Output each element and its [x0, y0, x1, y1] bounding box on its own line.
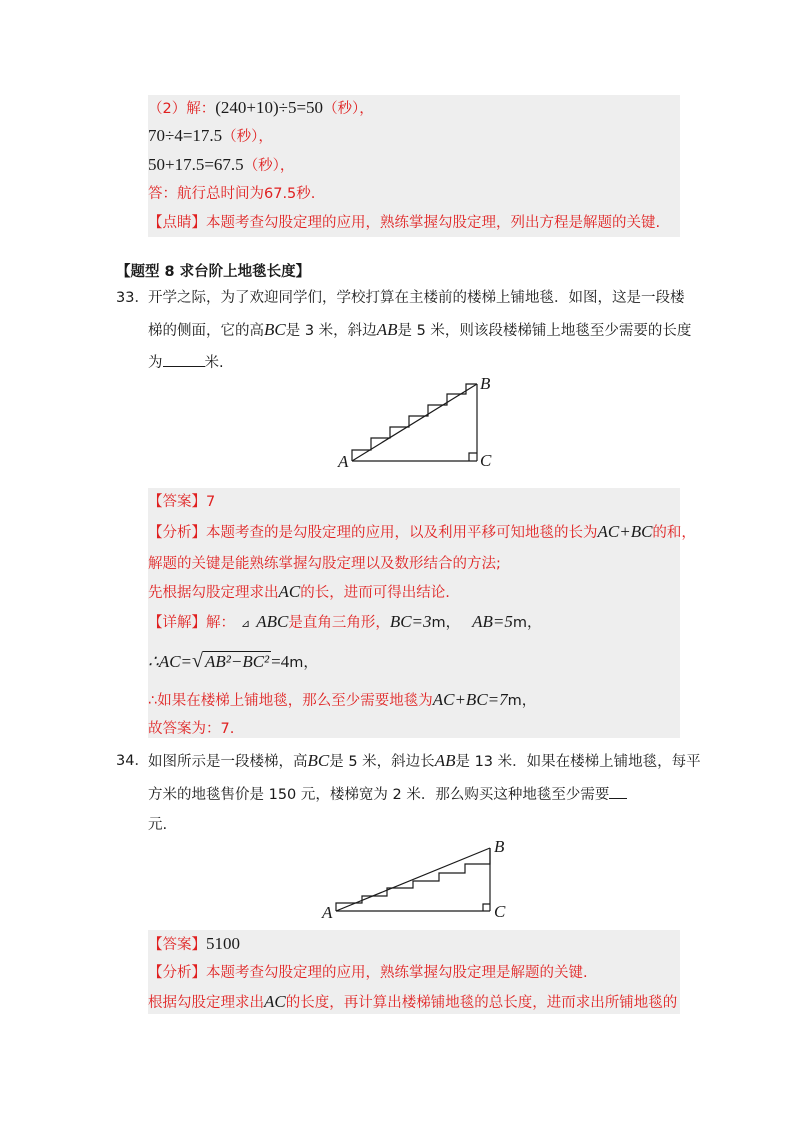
vertex-label-c: C — [494, 902, 506, 920]
analysis-tag: 【分析】 — [148, 965, 206, 981]
answer-tag: 【答案】 — [148, 494, 206, 510]
analysis-tag: 【分析】 — [148, 525, 206, 541]
hypotenuse-ab — [336, 848, 490, 911]
vertex-label-b: B — [480, 375, 491, 393]
q33-detail-1: 【详解】解： ⊿ ABC是直角三角形，BC=3m， AB=5m， — [148, 612, 542, 631]
hypotenuse-ab — [352, 384, 477, 461]
q34-answer: 【答案】5100 — [148, 934, 240, 953]
section-heading: 【题型 8 求台阶上地毯长度】 — [116, 264, 311, 280]
q33-answer: 【答案】7 — [148, 494, 216, 510]
q34-analysis-2: 根据勾股定理求出AC的长度，再计算出楼梯铺地毯的总长度，进而求出所铺地毯的 — [148, 992, 678, 1011]
vertex-label-a: A — [338, 452, 349, 470]
answer-blank — [163, 352, 205, 367]
q33-analysis-3: 先根据勾股定理求出AC的长，进而可得出结论. — [148, 582, 450, 601]
q33-line-2: 梯的侧面，它的高BC是 3 米，斜边AB是 5 米，则该段楼梯铺上地毯至少需要的长度 — [148, 320, 692, 339]
staircase-figure-33 — [330, 375, 500, 470]
question-number-33: 33． — [116, 290, 149, 306]
q34-analysis-1: 【分析】本题考查勾股定理的应用，熟练掌握勾股定理是解题的关键. — [148, 965, 588, 981]
answer-blank — [609, 784, 627, 799]
q33-detail-2: ∴AC=√ AB²−BC² =4m， — [148, 650, 318, 672]
solution-line-2: 70÷4=17.5（秒）， — [148, 126, 273, 145]
staircase-figure-34 — [318, 838, 518, 920]
q34-line-2: 方米的地毯售价是 150 元，楼梯宽为 2 米．那么购买这种地毯至少需要 — [148, 784, 627, 805]
vertex-label-b: B — [494, 838, 505, 856]
q33-detail-3: ∴如果在楼梯上铺地毯，那么至少需要地毯为AC+BC=7m， — [148, 690, 537, 709]
solution-answer: 答：航行总时间为67.5秒. — [148, 186, 316, 202]
question-number-34: 34． — [116, 753, 149, 769]
answer-tag: 【答案】 — [148, 937, 206, 953]
q33-detail-4: 故答案为：7. — [148, 721, 235, 737]
right-angle-mark — [483, 904, 490, 911]
q33-line-1: 开学之际，为了欢迎同学们，学校打算在主楼前的楼梯上铺地毯．如图，这是一段楼 — [148, 290, 685, 306]
detail-tag: 【详解】 — [148, 615, 206, 631]
right-angle-mark — [469, 453, 477, 461]
q33-analysis-2: 解题的关键是能熟练掌握勾股定理以及数形结合的方法; — [148, 556, 501, 572]
q34-line-3: 元. — [148, 817, 168, 833]
tip-line: 【点睛】本题考查勾股定理的应用，熟练掌握勾股定理，列出方程是解题的关键. — [148, 215, 661, 231]
solution-line-1: （2）解：(240+10)÷5=50（秒）， — [148, 98, 374, 117]
q34-line-1: 如图所示是一段楼梯，高BC是 5 米，斜边长AB是 13 米．如果在楼梯上铺地毯，每平 — [148, 751, 701, 770]
q33-line-3: 为 米. — [148, 352, 224, 373]
vertex-label-a: A — [322, 903, 333, 920]
tip-tag: 【点睛】 — [148, 215, 206, 231]
vertex-label-c: C — [480, 451, 492, 470]
solution-line-3: 50+17.5=67.5（秒）， — [148, 155, 295, 174]
q33-analysis-1: 【分析】本题考查的是勾股定理的应用，以及利用平移可知地毯的长为AC+BC的和， — [148, 522, 696, 541]
